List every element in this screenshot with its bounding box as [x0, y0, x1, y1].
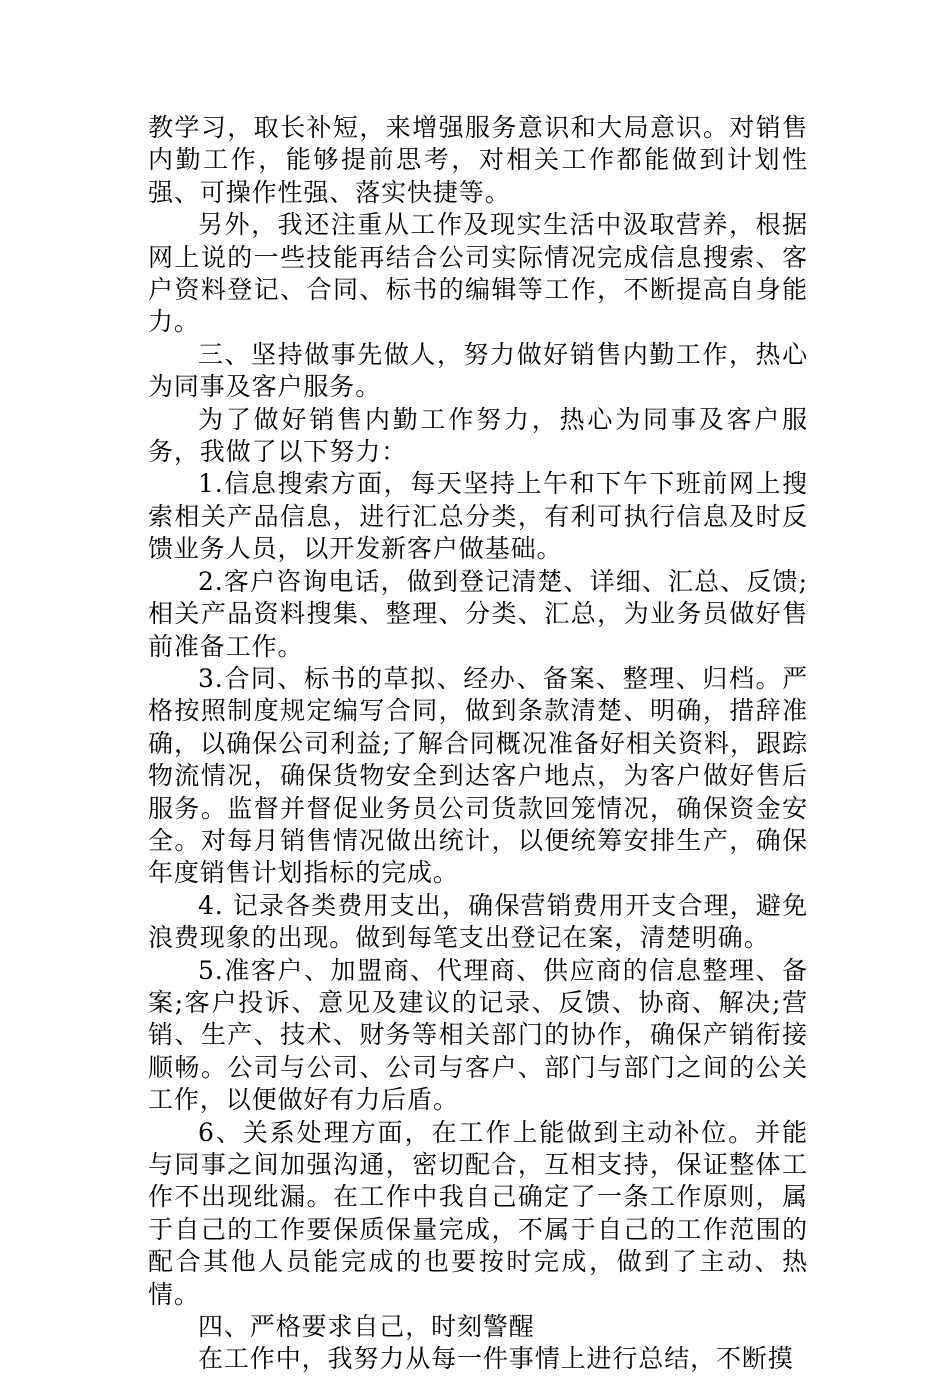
paragraph-self-improvement: 另外，我还注重从工作及现实生活中汲取营养，根据网上说的一些技能再结合公司实际情况完成信息搜索、客户资料登记、合同、标书的编辑等工作，不断提高自身能力。: [148, 210, 808, 337]
section-heading-4: 四、严格要求自己，时刻警醒: [198, 1312, 535, 1342]
paragraph-summary-start: 在工作中，我努力从每一件事情上进行总结，不断摸: [198, 1344, 794, 1374]
list-item-1: 1.信息搜索方面，每天坚持上午和下午下班前网上搜索相关产品信息，进行汇总分类，有利可执行信息及时反馈业务人员，以开发新客户做基础。: [148, 469, 808, 564]
section-heading-3: 三、坚持做事先做人，努力做好销售内勤工作，热心为同事及客户服务。: [148, 339, 808, 402]
list-item-5: 5.准客户、加盟商、代理商、供应商的信息整理、备案;客户投诉、意见及建议的记录、反馈、协商、解决;营销、生产、技术、财务等相关部门的协作，确保产销衔接顺畅。公司与公司、公司与客户、部门与部门之间的公关工作，以便做好有力后盾。: [148, 955, 808, 1115]
document-body: [148, 112, 808, 1376]
list-item-3: 3.合同、标书的草拟、经办、备案、整理、归档。严格按照制度规定编写合同，做到条款清楚、明确，措辞准确，以确保公司利益;了解合同概况准备好相关资料，跟踪物流情况，确保货物安全到达客户地点，为客户做好售后服务。监督并督促业务员公司货款回笼情况，确保资金安全。对每月销售情况做出统计，以便统筹安排生产，确保年度销售计划指标的完成。: [148, 663, 808, 888]
list-item-4: 4. 记录各类费用支出，确保营销费用开支合理，避免浪费现象的出现。做到每笔支出登记在案，清楚明确。: [148, 890, 808, 953]
paragraph-efforts-intro: 为了做好销售内勤工作努力，热心为同事及客户服务，我做了以下努力：: [148, 404, 808, 467]
paragraph-continuation: 教学习，取长补短，来增强服务意识和大局意识。对销售内勤工作，能够提前思考，对相关工作都能做到计划性强、可操作性强、落实快捷等。: [148, 113, 808, 207]
list-item-6: 6、关系处理方面，在工作上能做到主动补位。并能与同事之间加强沟通，密切配合，互相支持，保证整体工作不出现纰漏。在工作中我自己确定了一条工作原则，属于自己的工作要保质保量完成，不属于自己的工作范围的配合其他人员能完成的也要按时完成，做到了主动、热情。: [148, 1117, 808, 1309]
list-item-2: 2.客户咨询电话，做到登记清楚、详细、汇总、反馈;相关产品资料搜集、整理、分类、汇总，为业务员做好售前准备工作。: [148, 566, 808, 661]
